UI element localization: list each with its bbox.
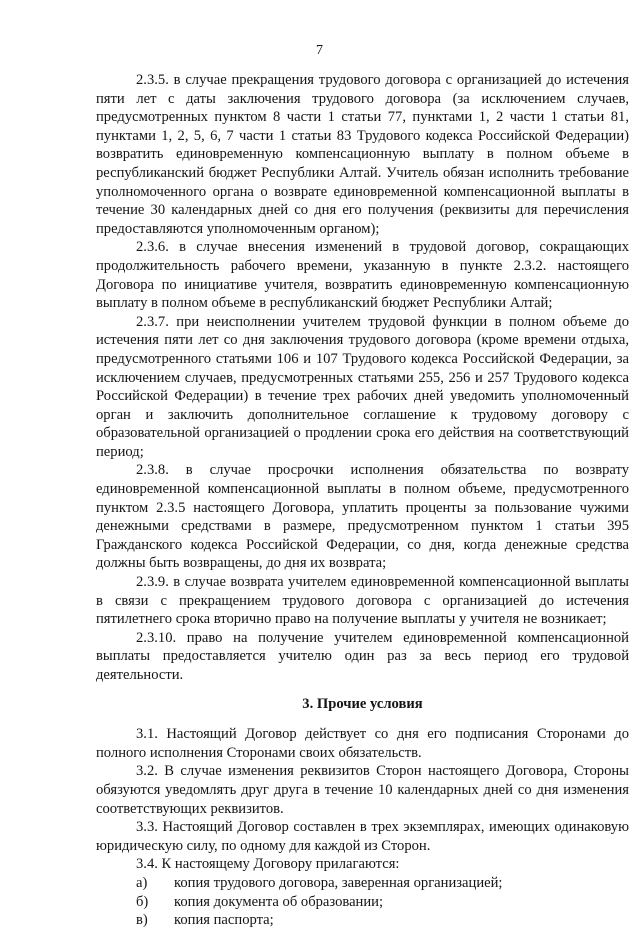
paragraph-2-3-6: 2.3.6. в случае внесения изменений в трудовой договор, сокращающих продолжительность рабочего времени, указанную в пункте 2.3.2. настоящего Договора по инициативе учителя, возвратить единовременную компенсационную выплату в полном объеме в республиканский бюджет Республики Алтай; <box>96 239 629 312</box>
list-item <box>96 874 629 893</box>
paragraph-2-3-5: 2.3.5. в случае прекращения трудового договора с организацией до истечения пяти лет с даты заключения трудового договора (за исключением случаев, предусмотренных пунктом 8 части 1 статьи 77, пунктами 1, 2 части 1 статьи 81, пунктами 1, 2, 5, 6, 7 части 1 статьи 83 Трудового кодекса Российской Федерации) возвратить единовременную компенсационную выплату в полном объеме в республиканский бюджет Республики Алтай. Учитель обязан исполнить требование уполномоченного органа о возврате единовременной компенсационной выплаты в течение 30 календарных дней со дня его получения (реквизиты для перечисления предоставляются уполномоченным органом); <box>96 72 629 237</box>
list-marker: б) <box>136 893 149 910</box>
page-number: 7 <box>316 43 323 58</box>
list-item <box>96 911 629 930</box>
paragraph-3-1: 3.1. Настоящий Договор действует со дня его подписания Сторонами до полного исполнения Сторонами своих обязательств. <box>96 726 629 761</box>
paragraph-3-3: 3.3. Настоящий Договор составлен в трех экземплярах, имеющих одинаковую юридическую силу, по одному для каждой из Сторон. <box>96 819 629 854</box>
list-item-text: копия документа об образовании; <box>174 893 384 910</box>
paragraph-2-3-8: 2.3.8. в случае просрочки исполнения обязательства по возврату единовременной компенсационной выплаты в полном объеме, предусмотренного пунктом 2.3.5 настоящего Договора, уплатить проценты за пользование чужими денежными средствами в размере, предусмотренном пунктом 1 статьи 395 Гражданского кодекса Российской Федерации, со дня, когда денежные средства должны быть возвращены, до дня их возврата; <box>96 462 629 572</box>
list-marker: в) <box>136 912 148 929</box>
paragraph-3-4: 3.4. К настоящему Договору прилагаются: <box>136 856 400 873</box>
list-item-text: копия трудового договора, заверенная организацией; <box>174 874 503 891</box>
attachments-list <box>96 874 629 930</box>
section-title: 3. Прочие условия <box>302 695 423 712</box>
list-marker: а) <box>136 874 148 891</box>
paragraph-3-2: 3.2. В случае изменения реквизитов Сторон настоящего Договора, Стороны обязуются уведомлять друг друга в течение 10 календарных дней со дня изменения соответствующих реквизитов. <box>96 763 629 817</box>
list-item <box>96 893 629 912</box>
document-body <box>96 71 629 930</box>
list-item-text: копия паспорта; <box>174 912 274 929</box>
paragraph-2-3-7: 2.3.7. при неисполнении учителем трудовой функции в полном объеме до истечения пяти лет со дня заключения трудового договора (кроме времени отдыха, предусмотренного статьями 106 и 107 Трудового кодекса Российской Федерации, за исключением случаев, предусмотренных статьями 255, 256 и 257 Трудового кодекса Российской Федерации) в течение трех рабочих дней уведомить уполномоченный орган и заключить дополнительное соглашение к трудовому договору с образовательной организацией о продлении срока его действия на соответствующий период; <box>96 313 629 460</box>
paragraph-2-3-10: 2.3.10. право на получение учителем единовременной компенсационной выплаты предоставляется учителю один раз за весь период его трудовой деятельности. <box>96 629 629 683</box>
paragraph-2-3-9: 2.3.9. в случае возврата учителем единовременной компенсационной выплаты в связи с прекращением трудового договора с организацией до истечения пятилетнего срока вторично право на получение выплаты у учителя не возникает; <box>96 574 629 628</box>
